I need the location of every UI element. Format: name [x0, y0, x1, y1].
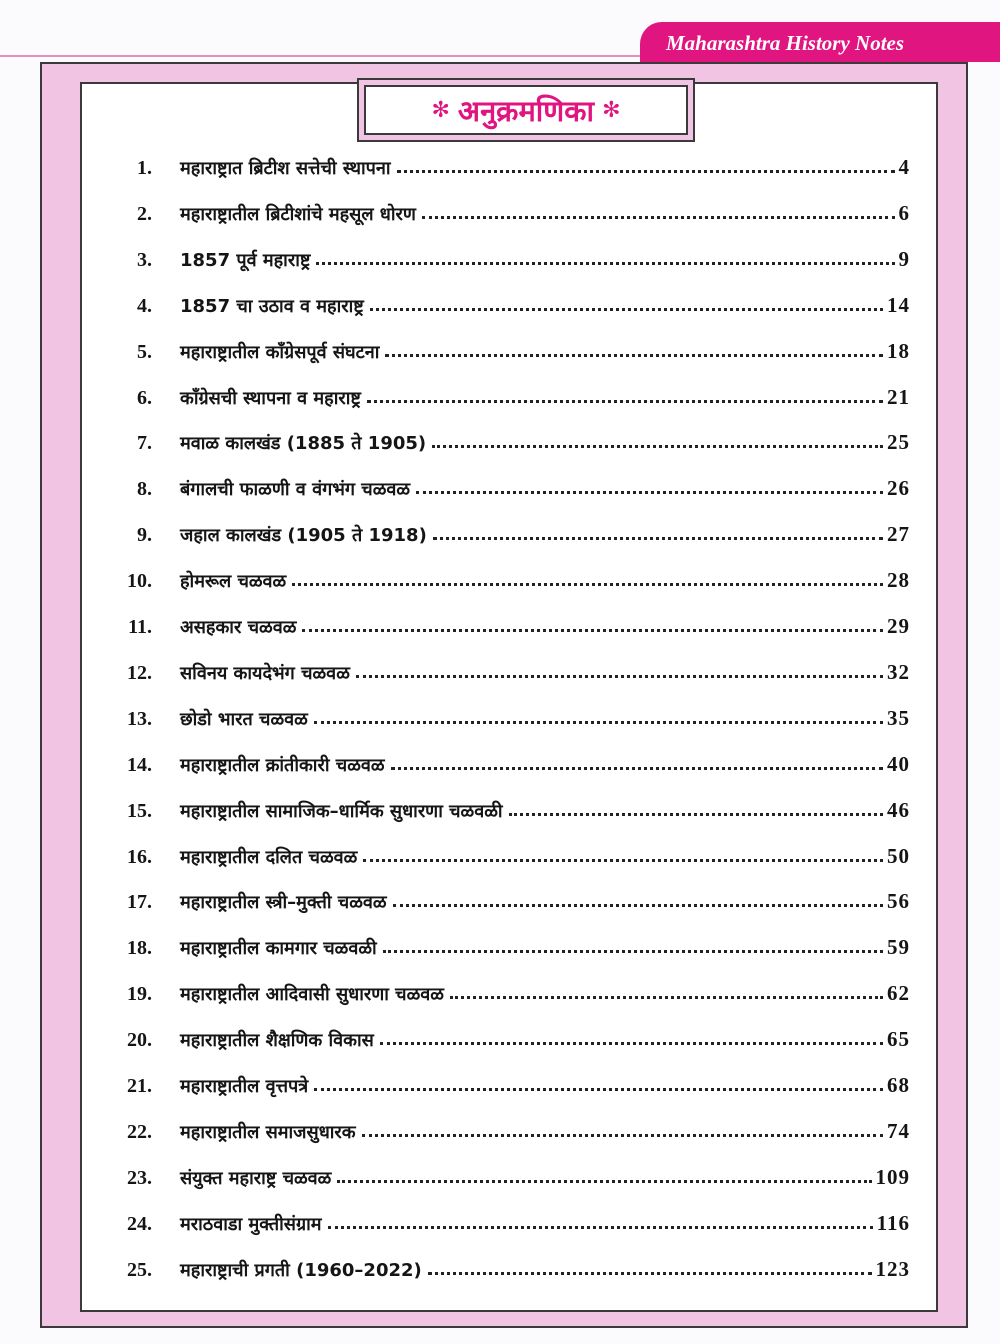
dot-leader	[391, 767, 883, 770]
dot-leader	[316, 262, 894, 265]
star-left-icon: ✻	[431, 97, 450, 123]
toc-entry-page: 74	[887, 1119, 910, 1143]
toc-entry	[90, 557, 910, 593]
toc-entry-number: 1.	[137, 157, 152, 179]
toc-entry-number: 15.	[127, 800, 152, 822]
toc-entry-title: बंगालची फाळणी व वंगभंग चळवळ	[180, 479, 411, 500]
toc-entry-page: 46	[887, 798, 910, 822]
toc-entry-page: 56	[887, 889, 910, 913]
toc-entry-number: 2.	[137, 203, 152, 225]
toc-entry-title: छोडो भारत चळवळ	[180, 709, 308, 730]
toc-entry-page: 65	[887, 1027, 910, 1051]
toc-entry-number: 10.	[127, 570, 152, 592]
toc-entry	[90, 603, 910, 639]
dot-leader	[337, 1180, 871, 1183]
dot-leader	[422, 216, 895, 219]
dot-leader	[416, 491, 883, 494]
toc-entry-title: महाराष्ट्रातील स्त्री–मुक्ती चळवळ	[180, 892, 387, 913]
toc-entry	[90, 236, 910, 272]
toc-entry-title: जहाल कालखंड (1905 ते 1918)	[180, 525, 427, 546]
toc-entry-number: 19.	[127, 983, 152, 1005]
toc-entry-title: मराठवाडा मुक्तीसंग्राम	[180, 1214, 322, 1235]
toc-entry-number: 7.	[137, 432, 152, 454]
dot-leader	[370, 308, 883, 311]
toc-entry	[90, 328, 910, 364]
toc-entry	[90, 695, 910, 731]
toc-entry	[90, 511, 910, 547]
toc-entry-title: काँग्रेसची स्थापना व महाराष्ट्र	[180, 388, 361, 409]
toc-entry-title: असहकार चळवळ	[180, 617, 297, 638]
toc-entry-page: 68	[887, 1073, 910, 1097]
toc-entry-number: 24.	[127, 1213, 152, 1235]
toc-entry-number: 3.	[137, 249, 152, 271]
toc-entry-page: 40	[887, 752, 910, 776]
dot-leader	[385, 354, 883, 357]
dot-leader	[428, 1272, 872, 1275]
toc-entry-number: 20.	[127, 1029, 152, 1051]
toc-entry-page: 9	[898, 247, 910, 271]
dot-leader	[383, 950, 883, 953]
toc-entry-title: संयुक्त महाराष्ट्र चळवळ	[180, 1168, 332, 1189]
toc-entry-number: 5.	[137, 341, 152, 363]
dot-leader	[509, 813, 883, 816]
dot-leader	[314, 1088, 883, 1091]
toc-entry-page: 21	[887, 385, 910, 409]
toc-entry	[90, 144, 910, 180]
dot-leader	[314, 721, 883, 724]
toc-entry-page: 6	[898, 201, 910, 225]
contents-title-inner	[364, 85, 688, 135]
toc-entry	[90, 649, 910, 685]
contents-title-box	[357, 78, 695, 142]
series-title: Maharashtra History Notes	[666, 31, 905, 55]
toc-entry	[90, 1200, 910, 1236]
toc-entry-page: 32	[887, 660, 910, 684]
toc-entry-page: 25	[887, 430, 910, 454]
toc-entry-number: 14.	[127, 754, 152, 776]
toc-entry-number: 9.	[137, 524, 152, 546]
toc-entry-title: महाराष्ट्रातील कामगार चळवळी	[180, 938, 377, 959]
toc-entry-page: 109	[875, 1165, 910, 1189]
star-right-icon: ✻	[602, 97, 621, 123]
toc-entry-number: 23.	[127, 1167, 152, 1189]
toc-entry-page: 28	[887, 568, 910, 592]
toc-entry-page: 50	[887, 844, 910, 868]
toc-entry	[90, 465, 910, 501]
dot-leader	[393, 904, 883, 907]
toc-entry	[90, 1062, 910, 1098]
toc-entry	[90, 1154, 910, 1190]
dot-leader	[356, 675, 883, 678]
dot-leader	[433, 537, 883, 540]
dot-leader	[292, 583, 883, 586]
toc-entry-title: महाराष्ट्रातील आदिवासी सुधारणा चळवळ	[180, 984, 444, 1005]
toc-entry-number: 11.	[128, 616, 152, 638]
toc-entry	[90, 1246, 910, 1282]
toc-entry-title: महाराष्ट्रात ब्रिटीश सत्तेची स्थापना	[180, 158, 391, 179]
dot-leader	[380, 1042, 883, 1045]
toc-entry-title: सविनय कायदेभंग चळवळ	[180, 663, 350, 684]
toc-entry-number: 17.	[127, 891, 152, 913]
dot-leader	[362, 1134, 883, 1137]
toc-entry-page: 123	[875, 1257, 910, 1281]
dot-leader	[363, 859, 883, 862]
toc-entry	[90, 787, 910, 823]
top-rule	[0, 55, 640, 57]
toc-entry-title: होमरूल चळवळ	[180, 571, 287, 592]
toc-entry-page: 29	[887, 614, 910, 638]
toc-entry-number: 13.	[127, 708, 152, 730]
toc-entry-title: महाराष्ट्रातील समाजसुधारक	[180, 1122, 356, 1143]
toc-entry	[90, 924, 910, 960]
toc-entry	[90, 282, 910, 318]
toc-entry-page: 18	[887, 339, 910, 363]
toc-entry-title: महाराष्ट्रातील काँग्रेसपूर्व संघटना	[180, 342, 380, 363]
toc-entry-title: महाराष्ट्रातील शैक्षणिक विकास	[180, 1030, 374, 1051]
toc-entry-title: महाराष्ट्रातील क्रांतीकारी चळवळ	[180, 755, 385, 776]
toc-entry-page: 4	[898, 155, 910, 179]
toc-entry-number: 6.	[137, 387, 152, 409]
toc-entry-page: 26	[887, 476, 910, 500]
toc-entry-title: 1857 चा उठाव व महाराष्ट्र	[180, 296, 364, 317]
contents-title: अनुक्रमणिका	[457, 93, 595, 128]
toc-entry	[90, 374, 910, 410]
toc-entry-title: 1857 पूर्व महाराष्ट्र	[180, 250, 311, 271]
toc-entry-title: महाराष्ट्राची प्रगती (1960–2022)	[180, 1260, 422, 1281]
toc-entry-number: 22.	[127, 1121, 152, 1143]
toc-entry-page: 14	[887, 293, 910, 317]
toc-entry-title: मवाळ कालखंड (1885 ते 1905)	[180, 433, 427, 454]
toc-entry	[90, 419, 910, 455]
toc-entry	[90, 1016, 910, 1052]
toc-entry	[90, 878, 910, 914]
toc-entry-page: 27	[887, 522, 910, 546]
toc-entry-page: 62	[887, 981, 910, 1005]
dot-leader	[432, 445, 883, 448]
toc-entry	[90, 741, 910, 777]
toc-entry-page: 59	[887, 935, 910, 959]
toc-entry-title: महाराष्ट्रातील वृत्तपत्रे	[180, 1076, 309, 1097]
toc-entry-title: महाराष्ट्रातील ब्रिटीशांचे महसूल धोरण	[180, 204, 416, 225]
toc-entry-number: 12.	[127, 662, 152, 684]
dot-leader	[397, 170, 895, 173]
toc-entry-number: 4.	[137, 295, 152, 317]
toc-entry-page: 116	[876, 1211, 910, 1235]
series-header-tab	[640, 22, 1000, 62]
toc-entry	[90, 190, 910, 226]
toc-entry	[90, 833, 910, 869]
dot-leader	[302, 629, 883, 632]
toc-entry-number: 16.	[127, 846, 152, 868]
dot-leader	[450, 996, 883, 999]
toc-entry-number: 21.	[127, 1075, 152, 1097]
toc-entry-title: महाराष्ट्रातील दलित चळवळ	[180, 847, 358, 868]
toc-entry-title: महाराष्ट्रातील सामाजिक–धार्मिक सुधारणा चळवळी	[180, 801, 503, 822]
toc-entry-page: 35	[887, 706, 910, 730]
toc-entry-number: 8.	[137, 478, 152, 500]
toc-entry-number: 25.	[127, 1259, 152, 1281]
toc-entry	[90, 970, 910, 1006]
toc-entry-number: 18.	[127, 937, 152, 959]
dot-leader	[328, 1226, 873, 1229]
toc-entry	[90, 1108, 910, 1144]
dot-leader	[367, 400, 883, 403]
